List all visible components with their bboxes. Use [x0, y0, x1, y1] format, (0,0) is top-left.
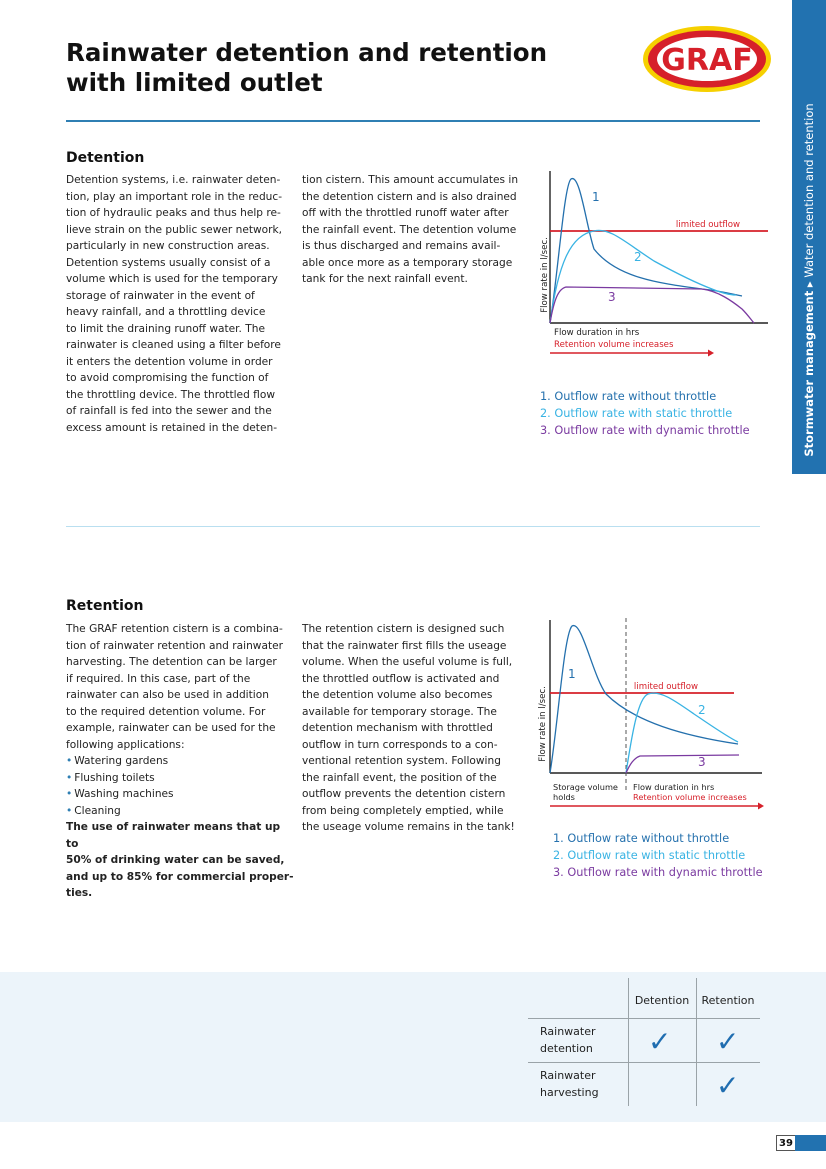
text-line: tion, play an important role in the reduc-: [66, 190, 283, 203]
text-line: that the rainwater first fills the useage: [302, 639, 507, 652]
page-title-line-2: with limited outlet: [66, 68, 323, 97]
legend-item-3: 3. Outflow rate with dynamic throttle: [553, 866, 763, 879]
retention-text-col-1: [66, 621, 296, 902]
text-line: volume which is used for the temporary: [66, 273, 278, 285]
x-axis-label: Flow duration in hrs: [633, 782, 715, 792]
text-line: it enters the detention volume in order: [66, 355, 273, 368]
text-line: to limit the draining runoff water. The: [66, 322, 265, 335]
detention-chart: [536, 165, 786, 365]
text-line: the rainfall event. The detention volume: [302, 223, 517, 236]
text-line: harvesting. The detention can be larger: [66, 656, 277, 668]
detention-legend: [540, 388, 750, 439]
text-line: following applications:: [66, 738, 185, 751]
page-title: [66, 38, 586, 98]
text-line: excess amount is retained in the deten-: [66, 421, 278, 434]
text-line: tion cistern. This amount accumulates in: [302, 174, 519, 186]
text-line: available for temporary storage. The: [302, 705, 497, 718]
text-line: detention mechanism with throttled: [302, 722, 493, 734]
text-line: the detention cistern and is also drained: [302, 190, 517, 203]
curve-2-static-throttle: [550, 230, 736, 323]
text-line: The GRAF retention cistern is a combina-: [66, 623, 283, 635]
list-item: • Flushing toilets: [66, 770, 296, 787]
page-number: 39: [776, 1135, 796, 1151]
curve-1-label: 1: [568, 667, 576, 681]
applications-list: [66, 753, 296, 819]
text-line: is thus discharged and remains avail-: [302, 240, 501, 252]
retention-legend: [553, 830, 763, 881]
side-tab-section: Stormwater management: [802, 290, 816, 457]
section-divider: [66, 526, 760, 527]
retention-volume-label: Retention volume increases: [554, 340, 674, 350]
text-line: to the required detention volume. For: [66, 705, 266, 718]
retention-arrow-head-icon: [758, 803, 764, 810]
curve-1-without-throttle: [550, 626, 738, 773]
text-line: The retention cistern is designed such: [302, 623, 505, 635]
text-line: tank for the next rainfall event.: [302, 273, 468, 285]
legend-item-2: 2. Outflow rate with static throttle: [553, 849, 746, 862]
list-item: • Washing machines: [66, 786, 296, 803]
check-icon: ✓: [716, 1069, 740, 1102]
text-line: and up to 85% for commercial proper-: [66, 870, 294, 883]
text-line: the detention volume also becomes: [302, 689, 493, 701]
row-label-detention: [540, 1023, 596, 1057]
graf-logo: [640, 22, 774, 96]
legend-item-2: 2. Outflow rate with static throttle: [540, 407, 733, 420]
row-label-line: detention: [540, 1042, 593, 1055]
text-line: example, rainwater can be used for the: [66, 722, 276, 734]
side-tab-topic: Water detention and retention: [802, 103, 816, 278]
header-detention: Detention: [634, 994, 690, 1007]
logo-text: GRAF: [661, 43, 753, 78]
text-line: heavy rainfall, and a throttling device: [66, 306, 266, 318]
table-divider: [528, 1018, 760, 1019]
text-line: the throttled outflow is activated and: [302, 672, 500, 685]
curve-1-label: 1: [592, 190, 600, 204]
text-line: of rainfall is fed into the sewer and the: [66, 405, 272, 417]
retention-arrow-head-icon: [708, 350, 714, 357]
savings-note: [66, 819, 296, 902]
detention-text-col-2: [302, 172, 534, 288]
row-label-harvesting: [540, 1067, 599, 1101]
legend-item-3: 3. Outflow rate with dynamic throttle: [540, 424, 750, 437]
text-line: particularly in new construction areas.: [66, 240, 270, 252]
row-label-line: Rainwater: [540, 1069, 596, 1082]
retention-heading: Retention: [66, 598, 144, 614]
retention-volume-label: Retention volume increases: [633, 792, 747, 802]
text-line: able once more as a temporary storage: [302, 256, 513, 269]
side-tab-arrow-icon: ▸: [802, 281, 816, 288]
text-line: 50% of drinking water can be saved,: [66, 854, 285, 866]
text-line: lieve strain on the public sewer network,: [66, 223, 282, 236]
text-line: tion of hydraulic peaks and thus help re-: [66, 207, 281, 219]
text-line: from being completely emptied, while: [302, 804, 504, 817]
table-divider: [528, 1062, 760, 1063]
check-icon: ✓: [648, 1025, 672, 1058]
title-rule: [66, 120, 760, 122]
text-line: off with the throttled runoff water after: [302, 207, 509, 219]
curve-1-without-throttle: [550, 179, 742, 323]
text-line: tion of rainwater retention and rainwater: [66, 639, 283, 652]
text-line: The use of rainwater means that up to: [66, 821, 281, 850]
legend-item-1: 1. Outflow rate without throttle: [553, 832, 730, 845]
curve-2-label: 2: [634, 250, 642, 264]
detention-heading: Detention: [66, 150, 145, 166]
text-line: volume. When the useful volume is full,: [302, 656, 513, 668]
text-line: Detention systems, i.e. rainwater deten-: [66, 174, 281, 186]
text-line: Detention systems usually consist of a: [66, 256, 271, 269]
text-line: rainwater can also be used in addition: [66, 689, 269, 701]
text-line: the useage volume remains in the tank!: [302, 821, 515, 833]
text-line: if required. In this case, part of the: [66, 672, 251, 685]
text-line: rainwater is cleaned using a filter before: [66, 339, 281, 351]
limited-outflow-label: limited outflow: [633, 682, 699, 692]
list-item: • Watering gardens: [66, 753, 296, 770]
y-axis-label: Flow rate in l/sec.: [540, 237, 550, 313]
text-line: the rainfall event, the position of the: [302, 771, 497, 784]
text-line: storage of rainwater in the event of: [66, 289, 255, 302]
curve-2-label: 2: [698, 703, 706, 717]
retention-chart: [534, 614, 774, 814]
list-item: • Cleaning: [66, 803, 296, 820]
text-line: the throttling device. The throttled flow: [66, 388, 275, 401]
text-line: outflow prevents the detention cistern: [302, 788, 506, 800]
row-label-line: harvesting: [540, 1086, 599, 1099]
text-line: ties.: [66, 887, 93, 899]
page-number-bar: [795, 1135, 826, 1151]
y-axis-label: Flow rate in l/sec.: [538, 686, 548, 762]
detention-text-col-1: [66, 172, 296, 436]
text-line: outflow in turn corresponds to a con-: [302, 738, 498, 751]
header-retention: Retention: [701, 994, 755, 1007]
curve-3-label: 3: [698, 755, 706, 769]
check-icon: ✓: [716, 1025, 740, 1058]
text-line: ventional retention system. Following: [302, 755, 501, 767]
page-title-line-1: Rainwater detention and retention: [66, 38, 548, 67]
comparison-table: [528, 978, 764, 1110]
x-axis-label: Flow duration in hrs: [554, 328, 640, 338]
row-label-line: Rainwater: [540, 1025, 596, 1038]
text-line: to avoid compromising the function of: [66, 372, 269, 384]
storage-volume-label-2: holds: [553, 792, 575, 802]
storage-volume-label: Storage volume: [553, 782, 618, 792]
side-tab-text: [799, 60, 819, 500]
curve-3-dynamic-throttle: [626, 755, 739, 773]
retention-text-col-2: [302, 621, 534, 836]
legend-item-1: 1. Outflow rate without throttle: [540, 390, 717, 403]
limited-outflow-label: limited outflow: [675, 220, 741, 230]
curve-3-label: 3: [608, 290, 616, 304]
